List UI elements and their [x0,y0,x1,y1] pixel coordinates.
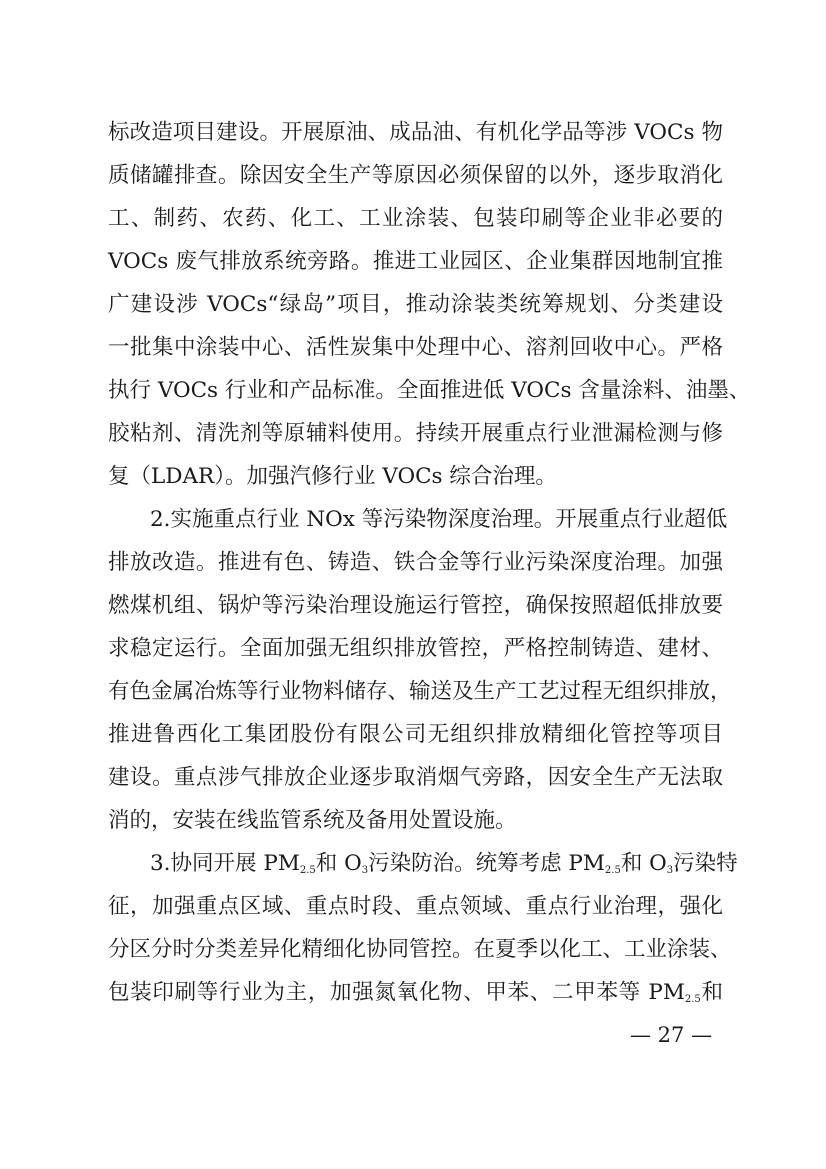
text-segment: 和 O [620,851,667,876]
text-line: 标改造项目建设。开展原油、成品油、有机化学品等涉 VOCs 物 [108,120,723,145]
text-line: 执行 VOCs 行业和产品标准。全面推进低 VOCs 含量涂料、油墨、 [108,378,751,403]
text-segment: 污染防治。统筹考虑 PM [368,851,605,876]
text-line: 消的，安装在线监管系统及备用处置设施。 [108,808,517,833]
subscript: 3 [666,865,674,876]
text-line: 一批集中涂装中心、活性炭集中处理中心、溶剂回收中心。严格 [108,335,723,360]
text-segment: 和 [700,980,723,1005]
text-line: 质储罐排查。除因安全生产等原因必须保留的以外，逐步取消化 [108,163,723,188]
text-line [150,847,738,881]
text-segment: 包装印刷等行业为主，加强氮氧化物、甲苯、二甲苯等 PM [108,980,685,1005]
text-segment: 和 O [315,851,362,876]
text-segment: 污染特 [673,851,738,876]
text-line: 排放改造。推进有色、铸造、铁合金等行业污染深度治理。加强 [108,550,723,575]
subscript: 2.5 [299,865,316,876]
subscript: 2.5 [604,865,621,876]
text-line: 分区分时分类差异化精细化协同管控。在夏季以化工、工业涂装、 [108,937,732,962]
subscript: 2.5 [684,994,701,1005]
text-line: 建设。重点涉气排放企业逐步取消烟气旁路，因安全生产无法取 [108,765,723,790]
text-line: VOCs 废气排放系统旁路。推进工业园区、企业集群因地制宜推 [108,249,723,274]
page-number: — 27 — [630,1023,713,1047]
text-line [108,976,723,1010]
text-line: 求稳定运行。全面加强无组织排放管控，严格控制铸造、建材、 [108,636,723,661]
text-line: 有色金属冶炼等行业物料储存、输送及生产工艺过程无组织排放， [108,679,732,704]
text-line: 征，加强重点区域、重点时段、重点领域、重点行业治理，强化 [108,894,723,919]
subscript: 3 [361,865,369,876]
text-line: 2.实施重点行业 NOx 等污染物深度治理。开展重点行业超低 [150,507,728,532]
text-line: 复（LDAR）。加强汽修行业 VOCs 综合治理。 [108,464,557,489]
text-segment: 3.协同开展 PM [150,851,300,876]
text-line: 燃煤机组、锅炉等污染治理设施运行管控，确保按照超低排放要 [108,593,723,618]
text-line: 胶粘剂、清洗剂等原辅料使用。持续开展重点行业泄漏检测与修 [108,421,723,446]
text-line: 广建设涉 VOCs“绿岛”项目，推动涂装类统筹规划、分类建设 [108,292,723,317]
text-line: 工、制药、农药、化工、工业涂装、包装印刷等企业非必要的 [108,206,723,231]
text-line: 推进鲁西化工集团股份有限公司无组织排放精细化管控等项目 [108,722,723,747]
